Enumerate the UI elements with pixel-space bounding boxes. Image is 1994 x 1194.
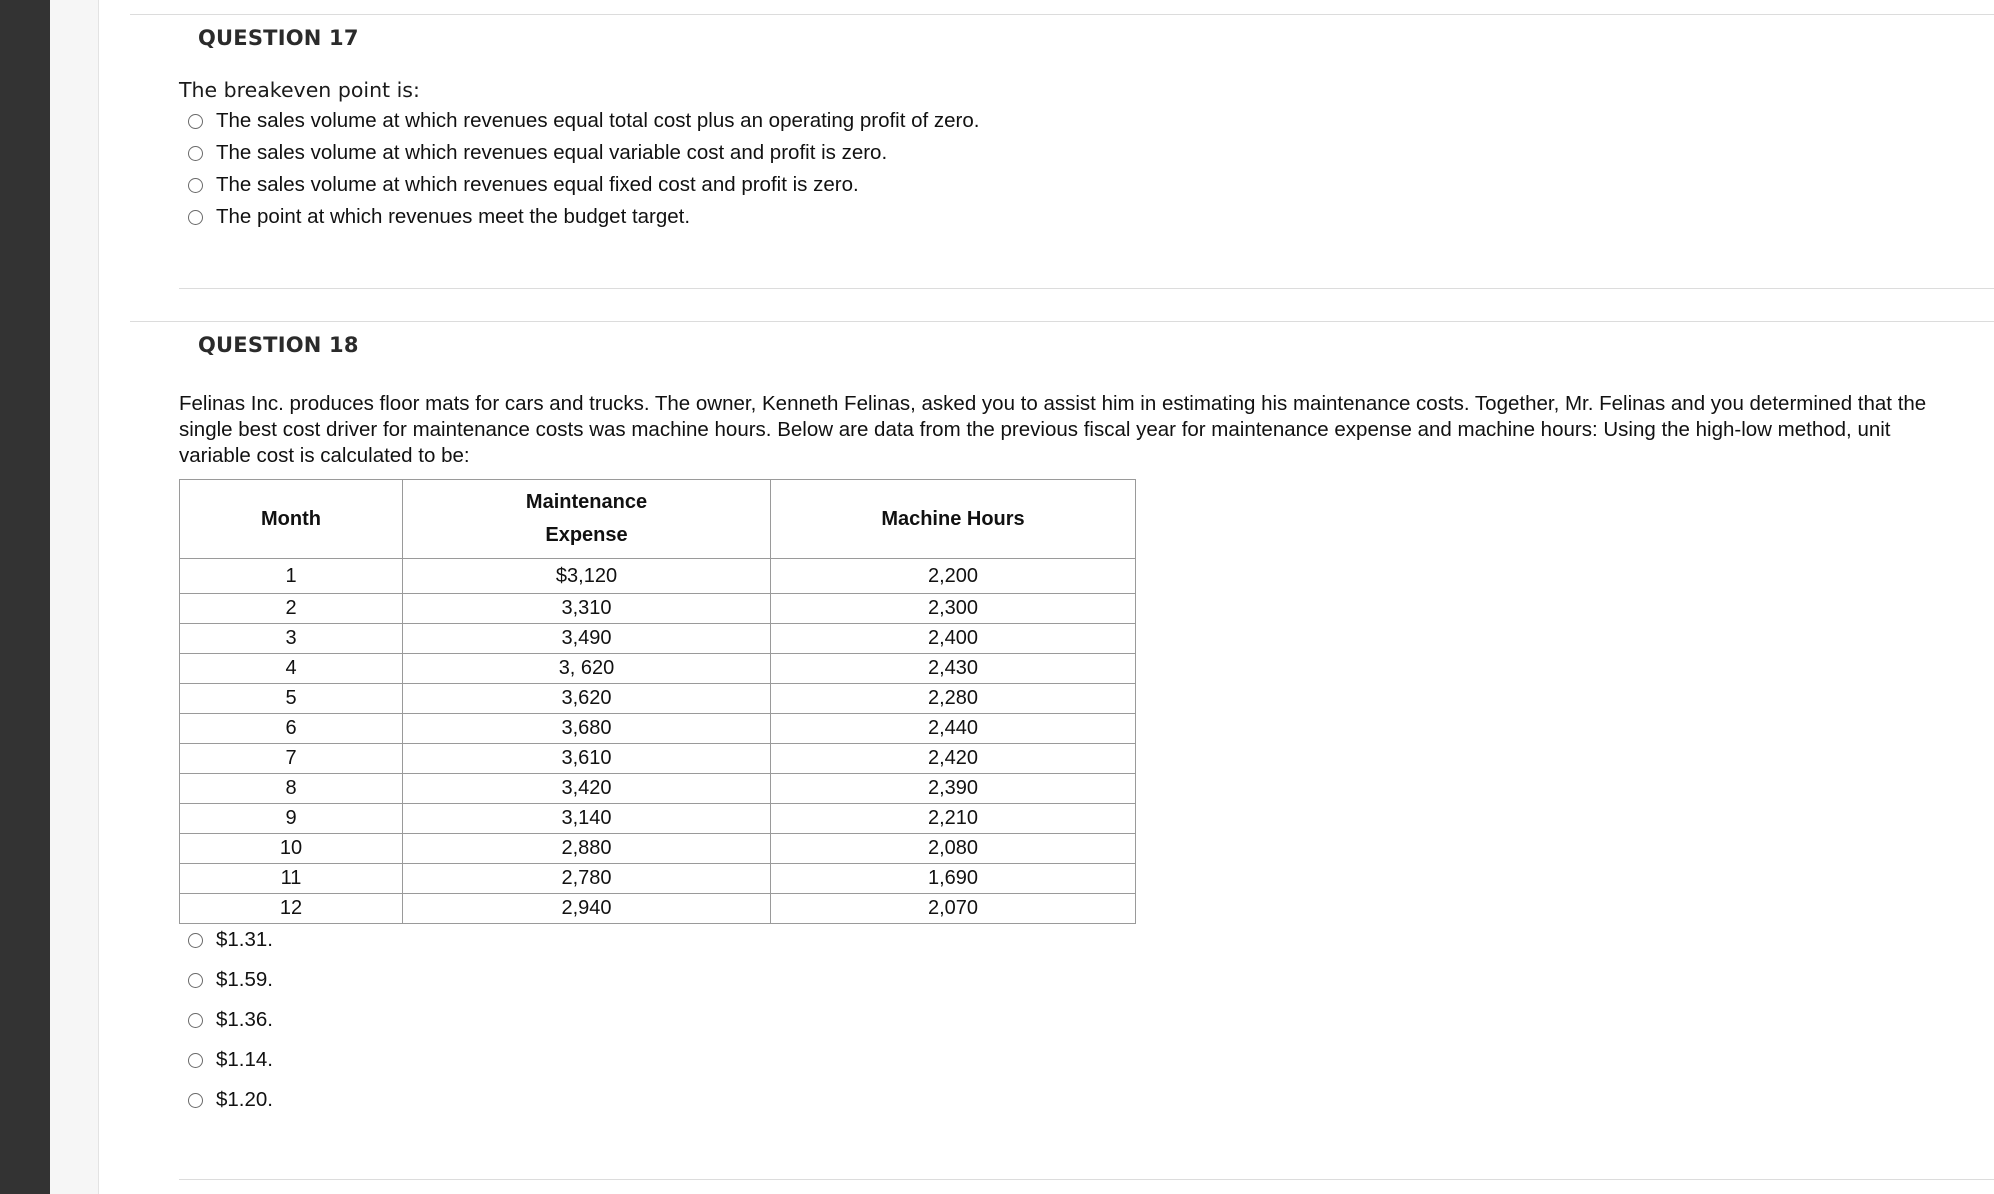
q18-option-3[interactable] — [188, 1007, 273, 1033]
table-row — [180, 684, 1136, 714]
cell-month: 6 — [180, 714, 403, 744]
option-label: $1.31. — [216, 928, 273, 951]
option-label: The sales volume at which revenues equal total cost plus an operating profit of zero. — [216, 109, 980, 132]
maintenance-data-table — [179, 479, 1136, 924]
cell-hours: 2,300 — [771, 594, 1136, 624]
q17-option-2[interactable] — [188, 140, 887, 166]
q17-option-4[interactable] — [188, 204, 690, 230]
q17-option-3[interactable] — [188, 172, 859, 198]
header-expense-line2: Expense — [545, 524, 628, 546]
table-row — [180, 774, 1136, 804]
q17-option-1[interactable] — [188, 108, 980, 134]
radio-button[interactable] — [188, 973, 203, 988]
table-row — [180, 834, 1136, 864]
cell-expense: 3,420 — [403, 774, 771, 804]
cell-hours: 2,420 — [771, 744, 1136, 774]
divider — [179, 1179, 1994, 1180]
cell-hours: 2,390 — [771, 774, 1136, 804]
divider — [179, 288, 1994, 289]
cell-expense: 2,780 — [403, 864, 771, 894]
cell-hours: 2,210 — [771, 804, 1136, 834]
table-header-row — [180, 480, 1136, 559]
radio-button[interactable] — [188, 146, 203, 161]
question-18-stem: Felinas Inc. produces floor mats for cars and trucks. The owner, Kenneth Felinas, asked you to assist him in estimating his maintenance costs. Together, Mr. Felinas and you determined that the single best cost driver for maintenance costs was machine hours. Below are data from the previous fiscal year for maintenance expense and machine hours: Using the high-low method, unit variable cost is calculated to be: — [179, 392, 1927, 467]
q18-option-5[interactable] — [188, 1087, 273, 1113]
cell-month: 11 — [180, 864, 403, 894]
option-label: $1.36. — [216, 1008, 273, 1031]
header-maintenance-expense — [403, 480, 771, 559]
table-row — [180, 714, 1136, 744]
radio-button[interactable] — [188, 178, 203, 193]
radio-button[interactable] — [188, 1013, 203, 1028]
q18-option-1[interactable] — [188, 927, 273, 953]
radio-button[interactable] — [188, 1093, 203, 1108]
cell-expense: 3, 620 — [403, 654, 771, 684]
divider — [130, 14, 1994, 15]
radio-button[interactable] — [188, 1053, 203, 1068]
cell-expense: 2,880 — [403, 834, 771, 864]
cell-month: 10 — [180, 834, 403, 864]
cell-expense: $3,120 — [403, 559, 771, 594]
cell-hours: 1,690 — [771, 864, 1136, 894]
cell-expense: 3,140 — [403, 804, 771, 834]
question-18-title: QUESTION 18 — [198, 333, 359, 357]
option-label: The point at which revenues meet the budget target. — [216, 205, 691, 228]
left-gutter — [50, 0, 99, 1194]
table-row — [180, 804, 1136, 834]
cell-month: 9 — [180, 804, 403, 834]
table-row — [180, 894, 1136, 924]
cell-hours: 2,070 — [771, 894, 1136, 924]
cell-expense: 3,490 — [403, 624, 771, 654]
question-17-title: QUESTION 17 — [198, 26, 359, 50]
cell-expense: 3,620 — [403, 684, 771, 714]
cell-month: 7 — [180, 744, 403, 774]
question-17-stem: The breakeven point is: — [179, 78, 420, 102]
q18-option-2[interactable] — [188, 967, 273, 993]
divider — [130, 321, 1994, 322]
cell-hours: 2,200 — [771, 559, 1136, 594]
cell-expense: 3,310 — [403, 594, 771, 624]
cell-hours: 2,430 — [771, 654, 1136, 684]
cell-expense: 3,680 — [403, 714, 771, 744]
cell-month: 4 — [180, 654, 403, 684]
option-label: $1.20. — [216, 1088, 273, 1111]
table-row — [180, 624, 1136, 654]
cell-expense: 3,610 — [403, 744, 771, 774]
cell-hours: 2,280 — [771, 684, 1136, 714]
cell-hours: 2,080 — [771, 834, 1136, 864]
cell-month: 2 — [180, 594, 403, 624]
radio-button[interactable] — [188, 114, 203, 129]
cell-hours: 2,440 — [771, 714, 1136, 744]
table-row — [180, 559, 1136, 594]
header-expense-line1: Maintenance — [525, 491, 648, 513]
cell-month: 12 — [180, 894, 403, 924]
table-row — [180, 594, 1136, 624]
cell-month: 3 — [180, 624, 403, 654]
option-label: $1.14. — [216, 1048, 273, 1071]
cell-hours: 2,400 — [771, 624, 1136, 654]
header-month: Month — [180, 480, 403, 559]
cell-month: 1 — [180, 559, 403, 594]
left-sidebar — [0, 0, 50, 1194]
table-row — [180, 744, 1136, 774]
radio-button[interactable] — [188, 933, 203, 948]
q18-option-4[interactable] — [188, 1047, 273, 1073]
cell-month: 5 — [180, 684, 403, 714]
option-label: The sales volume at which revenues equal fixed cost and profit is zero. — [216, 173, 859, 196]
cell-expense: 2,940 — [403, 894, 771, 924]
option-label: The sales volume at which revenues equal variable cost and profit is zero. — [216, 141, 888, 164]
header-machine-hours: Machine Hours — [771, 480, 1136, 559]
option-label: $1.59. — [216, 968, 273, 991]
cell-month: 8 — [180, 774, 403, 804]
table-row — [180, 864, 1136, 894]
radio-button[interactable] — [188, 210, 203, 225]
table-row — [180, 654, 1136, 684]
